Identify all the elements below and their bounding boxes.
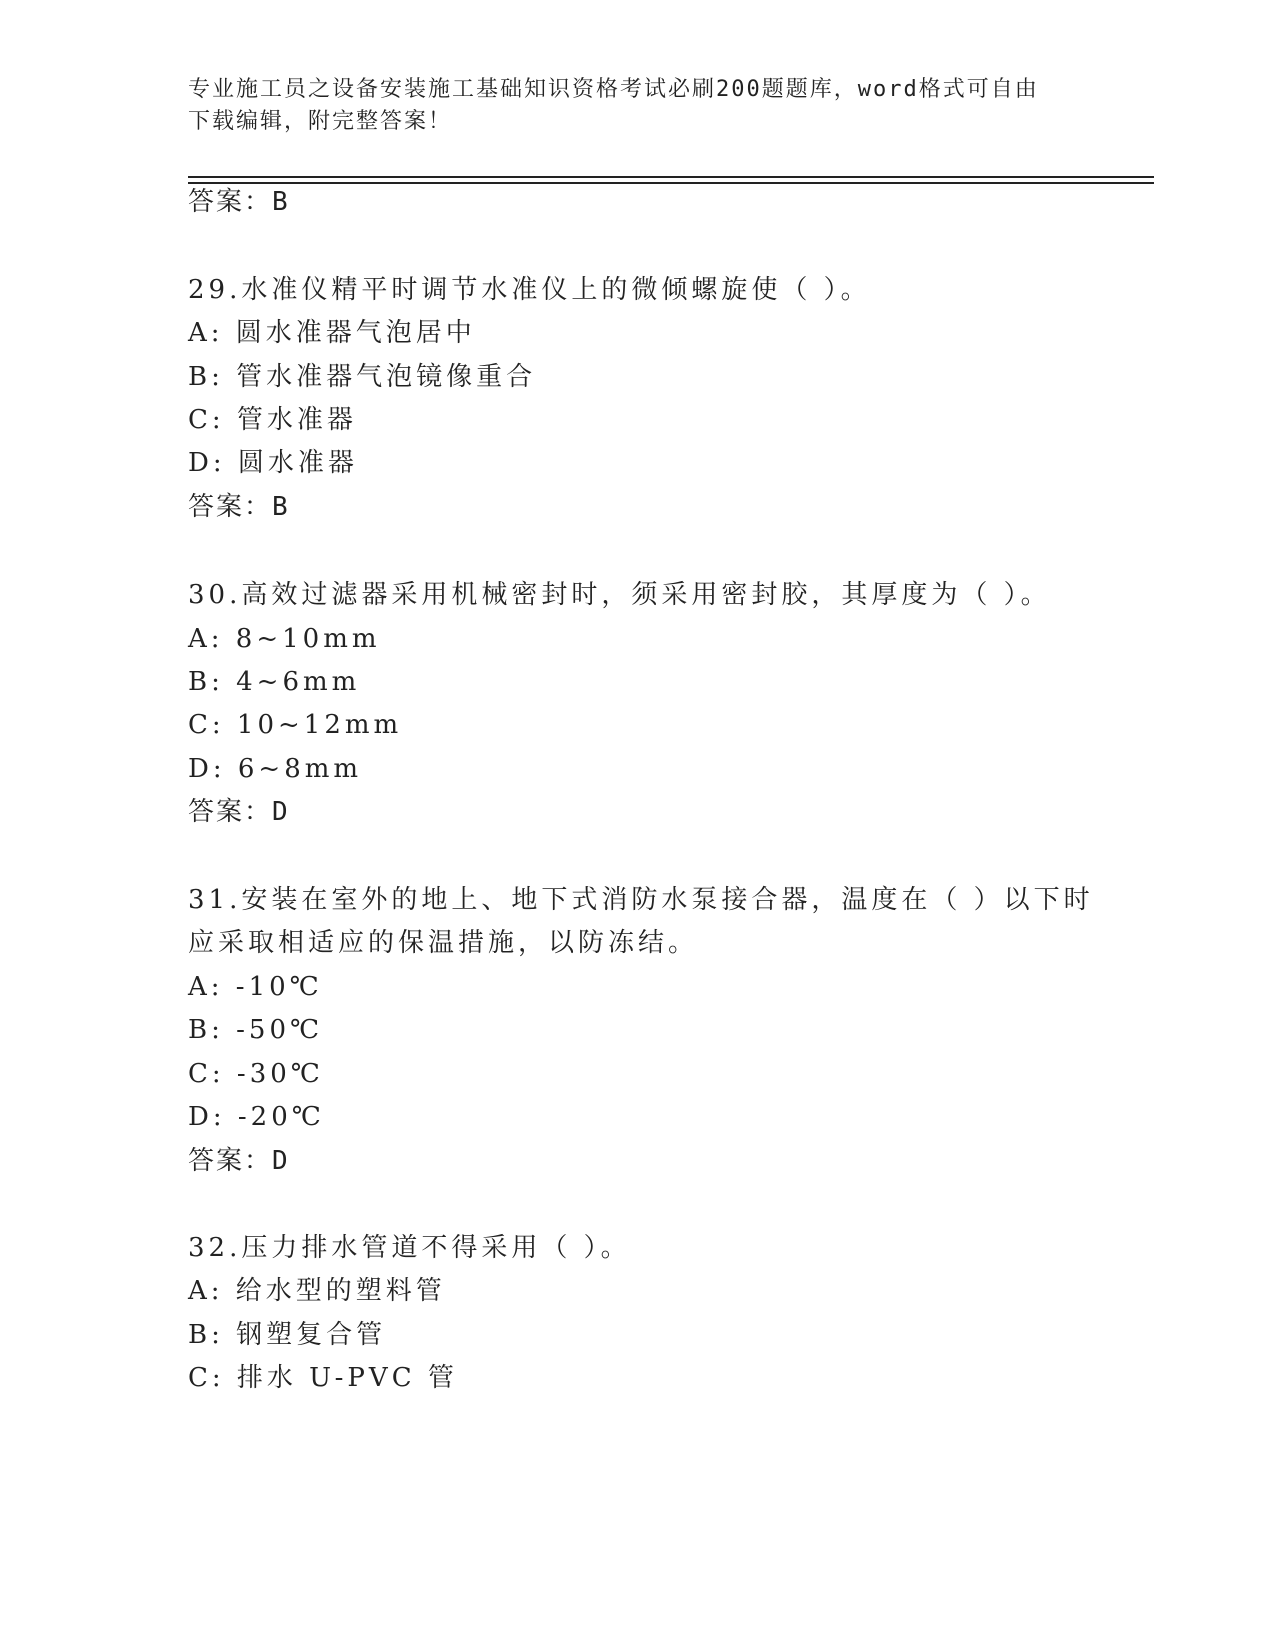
- question-29-option-d: D: 圆水准器: [188, 448, 358, 478]
- question-30-answer: 答案：D: [188, 797, 290, 827]
- question-29-answer: 答案：B: [188, 492, 290, 522]
- question-32-option-a: A: 给水型的塑料管: [188, 1276, 446, 1306]
- question-31-option-d: D: -20℃: [188, 1102, 325, 1132]
- question-32-stem: 32.压力排水管道不得采用（ ）。: [188, 1233, 631, 1263]
- question-32-option-c: C: 排水 U-PVC 管: [188, 1363, 458, 1393]
- question-30-option-b: B: 4~6mm: [188, 667, 361, 697]
- question-29-option-c: C: 管水准器: [188, 405, 357, 435]
- document-header: [188, 74, 1088, 138]
- question-30-option-d: D: 6~8mm: [188, 754, 363, 784]
- question-30-option-a: A: 8~10mm: [188, 624, 381, 654]
- question-31-answer: 答案：D: [188, 1146, 290, 1176]
- question-32-option-b: B: 钢塑复合管: [188, 1320, 387, 1350]
- question-29-stem: 29.水准仪精平时调节水准仪上的微倾螺旋使（ ）。: [188, 275, 871, 305]
- question-31-option-a: A: -10℃: [188, 972, 323, 1002]
- question-31-stem-line-1: 31.安装在室外的地上、地下式消防水泵接合器，温度在（ ）以下时: [188, 885, 1094, 915]
- question-31-stem-line-2: 应采取相适应的保温措施，以防冻结。: [188, 928, 699, 958]
- answer-prev: 答案：B: [188, 187, 290, 217]
- header-divider-top: [188, 176, 1154, 178]
- question-29-option-b: B: 管水准器气泡镜像重合: [188, 362, 537, 392]
- question-30-stem: 30.高效过滤器采用机械密封时，须采用密封胶，其厚度为（ ）。: [188, 580, 1051, 610]
- header-line-2: 下载编辑，附完整答案！: [188, 109, 453, 134]
- header-divider-bottom: [188, 182, 1154, 184]
- question-31-option-b: B: -50℃: [188, 1015, 324, 1045]
- question-29-option-a: A: 圆水准器气泡居中: [188, 318, 476, 348]
- question-31-option-c: C: -30℃: [188, 1059, 324, 1089]
- header-line-1: 专业施工员之设备安装施工基础知识资格考试必刷200题题库，word格式可自由: [188, 77, 1039, 102]
- question-30-option-c: C: 10~12mm: [188, 710, 403, 740]
